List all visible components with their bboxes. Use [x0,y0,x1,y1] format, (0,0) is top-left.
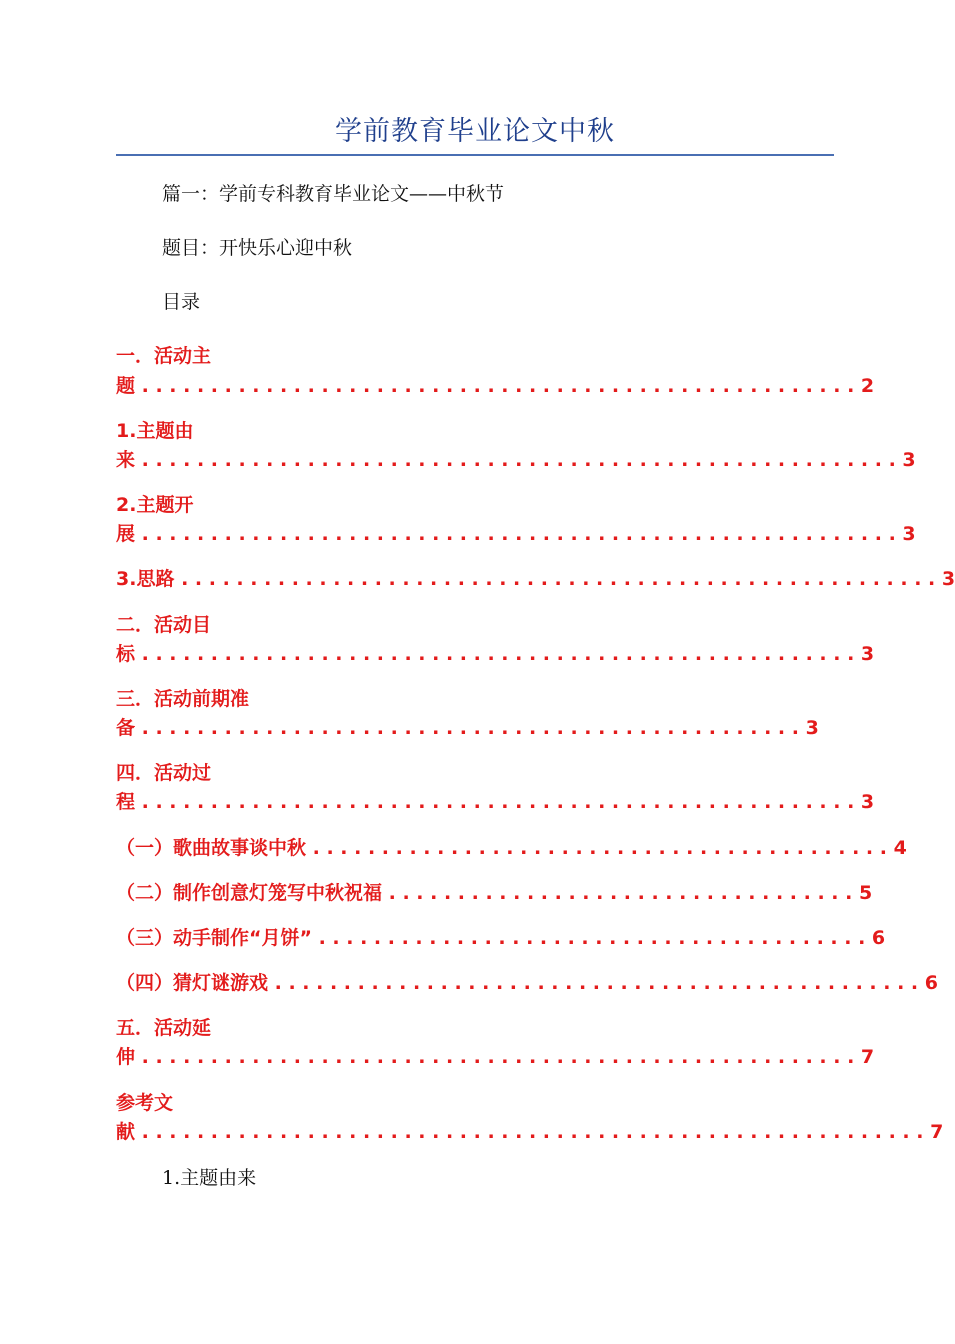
toc-entry-line1[interactable]: 一．活动主 [116,345,212,367]
toc-page-number: 5 [858,882,873,904]
toc-page-number: 7 [930,1121,944,1143]
toc-page-number: 7 [860,1046,875,1068]
toc-entry-lead: 程 [116,791,136,813]
toc-leader-dots: . . . . . . . . . . . . . . . . . . . . . . . . . . . . . . . . . . . . . . . . . . [306,837,894,859]
toc-leader-dots: . . . . . . . . . . . . . . . . . . . . . . . . . . . . . . . . . . . . . . . . . . . . . . . . . . . . [135,375,861,397]
toc-page-number: 3 [941,568,955,590]
toc-entry[interactable] [116,970,938,996]
toc-entry-label: 3.思路 [116,568,175,590]
toc-entry-line1[interactable]: 2.主题开 [116,494,194,516]
toc-entry-label: （一）歌曲故事谈中秋 [116,837,307,859]
toc-entry-line2[interactable] [116,1044,874,1070]
toc-entry-label: （四）猜灯谜游戏 [116,972,269,994]
toc-page-number: 3 [902,449,916,471]
toc-leader-dots: . . . . . . . . . . . . . . . . . . . . . . . . . . . . . . . . . . [382,882,859,904]
toc-entry-line2[interactable] [116,447,916,473]
toc-page-number: 6 [924,972,938,994]
toc-entry-line2[interactable] [116,715,819,741]
topic-paragraph: 题目：开快乐心迎中秋 [162,237,353,259]
toc-entry-lead: 献 [116,1121,136,1143]
toc-leader-dots: . . . . . . . . . . . . . . . . . . . . . . . . . . . . . . . . . . . . . . . . . . . . . . . . . . . . . . . [135,523,903,545]
toc-entry-line1[interactable]: 三．活动前期准 [116,688,250,710]
toc-entry-lead: 标 [116,643,136,665]
toc-entry[interactable] [116,566,955,592]
toc-page-number: 2 [860,375,875,397]
document-title: 学前教育毕业论文中秋 [335,116,615,147]
title-underline [116,154,834,156]
toc-entry-line2[interactable] [116,1119,943,1145]
toc-page-number: 4 [893,837,907,859]
toc-leader-dots: . . . . . . . . . . . . . . . . . . . . . . . . . . . . . . . . . . . . . . . . . . . . . . . . . . . . . . . . . [135,1121,931,1143]
toc-entry-line2[interactable] [116,789,874,815]
toc-page-number: 3 [805,717,819,739]
toc-heading: 目录 [162,291,201,313]
toc-entry-line1[interactable]: 1.主题由 [116,420,194,442]
toc-leader-dots: . . . . . . . . . . . . . . . . . . . . . . . . . . . . . . . . . . . . . . . . . . . . . . . . . . . . [135,643,861,665]
toc-entry-lead: 题 [116,375,136,397]
toc-entry-lead: 来 [116,449,136,471]
toc-entry-line1[interactable]: 二．活动目 [116,614,212,636]
toc-entry-line1[interactable]: 四．活动过 [116,762,212,784]
toc-entry-line2[interactable] [116,373,874,399]
toc-entry-label: （三）动手制作“月饼” [116,927,312,949]
toc-entry[interactable] [116,880,872,906]
toc-leader-dots: . . . . . . . . . . . . . . . . . . . . . . . . . . . . . . . . . . . . . . . . . . . . . . . . . . . . [135,1046,861,1068]
toc-page-number: 6 [871,927,886,949]
toc-entry-line2[interactable] [116,641,874,667]
body-paragraph: 1.主题由来 [162,1167,257,1189]
subtitle-paragraph: 篇一：学前专科教育毕业论文——中秋节 [162,183,505,205]
toc-entry[interactable] [116,835,907,861]
toc-leader-dots: . . . . . . . . . . . . . . . . . . . . . . . . . . . . . . . . . . . . . . . . . . . . . . . . [135,717,806,739]
toc-page-number: 3 [902,523,916,545]
toc-entry-lead: 展 [116,523,136,545]
toc-entry-lead: 伸 [116,1046,136,1068]
toc-page-number: 3 [860,643,875,665]
toc-leader-dots: . . . . . . . . . . . . . . . . . . . . . . . . . . . . . . . . . . . . . . . . . . . . . . . [268,972,925,994]
toc-entry-line1[interactable]: 五．活动延 [116,1017,212,1039]
toc-entry-label: （二）制作创意灯笼写中秋祝福 [116,882,383,904]
toc-leader-dots: . . . . . . . . . . . . . . . . . . . . . . . . . . . . . . . . . . . . . . . . . . . . . . . . . . . . . . . [174,568,942,590]
toc-entry-line1[interactable]: 参考文 [116,1092,174,1114]
toc-leader-dots: . . . . . . . . . . . . . . . . . . . . . . . . . . . . . . . . . . . . . . . . . . . . . . . . . . . . . . . [135,449,903,471]
toc-page-number: 3 [860,791,875,813]
toc-leader-dots: . . . . . . . . . . . . . . . . . . . . . . . . . . . . . . . . . . . . . . . . [311,927,872,949]
toc-leader-dots: . . . . . . . . . . . . . . . . . . . . . . . . . . . . . . . . . . . . . . . . . . . . . . . . . . . . [135,791,861,813]
toc-entry-line2[interactable] [116,521,916,547]
toc-entry[interactable] [116,925,885,951]
toc-entry-lead: 备 [116,717,136,739]
